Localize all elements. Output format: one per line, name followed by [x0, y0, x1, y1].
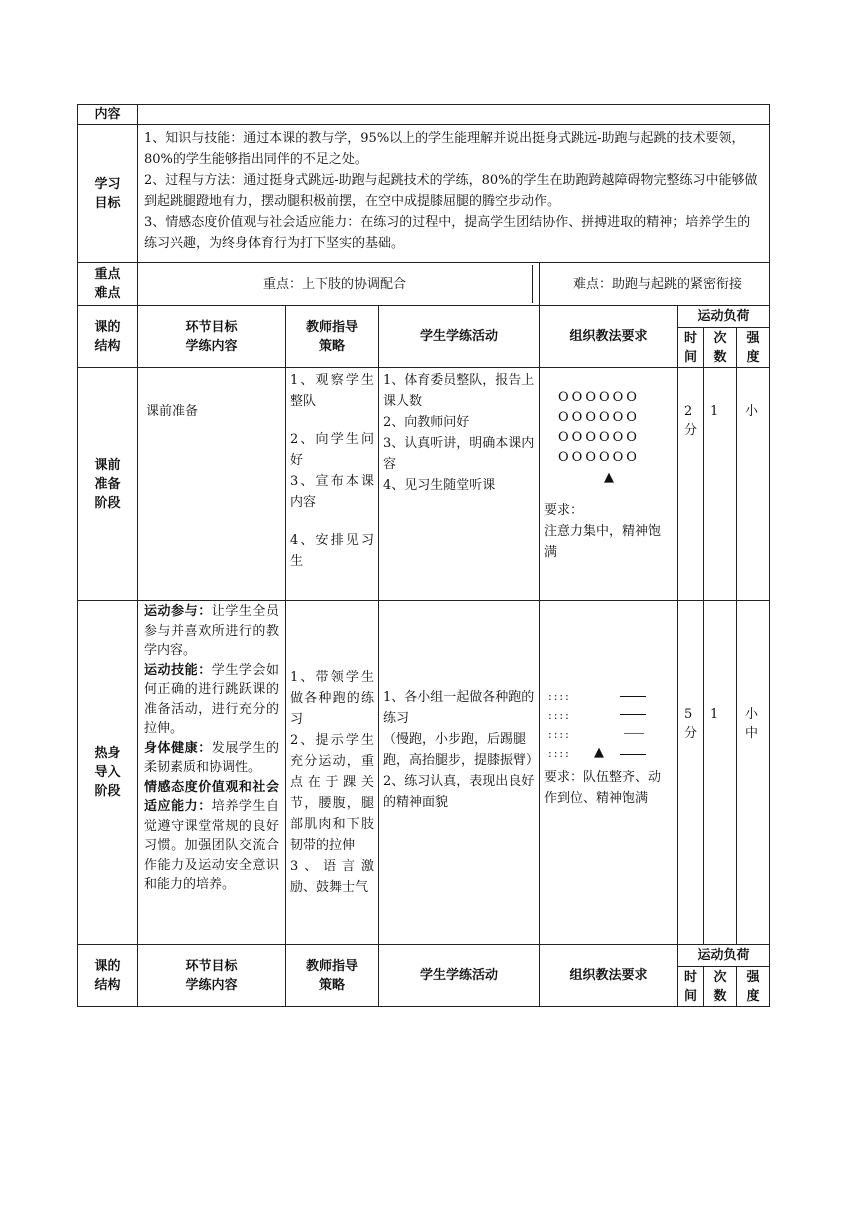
stage1-count: 1 — [704, 368, 737, 601]
dot-row: :::: — [548, 747, 571, 760]
student-step: 2、练习认真，表现出良好的精神面貌 — [383, 774, 535, 810]
stage2-student — [379, 601, 540, 945]
header-time: 时 间 — [678, 328, 704, 368]
objectives-text — [138, 125, 770, 263]
stage1-time: 2 分 — [678, 368, 704, 601]
header-org: 组织教法要求 — [540, 306, 678, 368]
teacher-step: 2、提示学生充分运动，重点在于踝关节，腰腹，腿部肌肉和下肢韧带的拉伸 — [290, 733, 374, 853]
header-goal-repeat: 环节目标 学练内容 — [138, 945, 286, 1007]
stage1-teacher — [286, 368, 379, 601]
lesson-plan-table — [77, 104, 770, 1007]
goal-item: 情感态度价值观和社会适应能力：培养学生自觉遵守课堂常规的良好习惯。加强团队交流合作能力及运动安全意识和能力的培养。 — [144, 779, 279, 892]
header-count-repeat: 次 数 — [704, 967, 737, 1007]
teacher-step: 4、安排见习生 — [290, 533, 374, 569]
requirement-text: 注意力集中，精神饱满 — [544, 524, 662, 560]
teacher-triangle-icon: ▲ — [604, 470, 617, 485]
stage2-count: 1 — [704, 601, 737, 945]
requirement-label: 要求： — [544, 503, 584, 518]
goal-item: 身体健康：发展学生的柔韧素质和协调性。 — [144, 740, 279, 775]
key-point-cell — [138, 263, 540, 306]
teacher-step: 1、观察学生整队 — [290, 373, 374, 409]
header-teacher: 教师指导 策略 — [286, 306, 379, 368]
header-student-repeat: 学生学练活动 — [379, 945, 540, 1007]
stage1-content: 课前准备 — [138, 368, 286, 601]
stage1-intensity: 小 — [737, 368, 770, 601]
header-count: 次 数 — [704, 328, 737, 368]
stage1-student — [379, 368, 540, 601]
header-teacher-repeat: 教师指导 策略 — [286, 945, 379, 1007]
difficulty-cell — [540, 263, 770, 306]
stage2-time: 5 分 — [678, 601, 704, 945]
stage2-goals — [138, 601, 286, 945]
lane-line — [620, 714, 646, 715]
stage2-teacher — [286, 601, 379, 945]
lane-line — [620, 696, 646, 697]
stage1-name: 课前 准备 阶段 — [78, 368, 138, 601]
goal-item: 运动参与：让学生全员参与并喜欢所进行的教学内容。 — [144, 604, 279, 658]
student-step: 4、见习生随堂听课 — [383, 478, 496, 493]
lane-line — [624, 733, 644, 734]
student-step: （慢跑，小步跑，后踢腿跑，高抬腿步，提膝振臂） — [383, 732, 540, 768]
goal-item: 运动技能：学生学会如何正确的进行跳跃课的准备活动，进行充分的拉伸。 — [144, 662, 279, 736]
dot-row: :::: — [548, 690, 571, 703]
teacher-step: 1、带领学生做各种跑的练习 — [290, 670, 374, 727]
student-formation: OOOOOO OOOOOO OOOOOO OOOOOO ▲ — [558, 388, 673, 488]
header-goal: 环节目标 学练内容 — [138, 306, 286, 368]
requirement-text: 要求：队伍整齐、动作到位、精神饱满 — [544, 770, 662, 806]
dot-row: :::: — [548, 728, 571, 741]
header-load: 运动负荷 — [678, 306, 770, 328]
teacher-step: 3、语言激励、鼓舞士气 — [290, 859, 374, 895]
student-step: 2、向教师问好 — [383, 415, 470, 430]
objective-item: 3、情感态度价值观与社会适应能力：在练习的过程中，提高学生团结协作、拼搏进取的精神；培养学生的练习兴趣，为终身体育行为打下坚实的基础。 — [144, 215, 751, 251]
content-cell — [138, 105, 770, 125]
objective-item: 1、知识与技能：通过本课的教与学，95%以上的学生能理解并说出挺身式跳远-助跑与起跳的技术要领，80%的学生能够指出同伴的不足之处。 — [144, 131, 745, 167]
stage1-org — [540, 368, 678, 601]
header-structure: 课的 结构 — [78, 306, 138, 368]
key-points-label: 重点 难点 — [78, 263, 138, 306]
dot-row: :::: — [548, 709, 571, 722]
header-org-repeat: 组织教法要求 — [540, 945, 678, 1007]
difficulty-text: 难点：助跑与起跳的紧密衔接 — [573, 276, 743, 292]
key-point-text: 重点：上下肢的协调配合 — [262, 276, 406, 292]
header-load-repeat: 运动负荷 — [678, 945, 770, 967]
teacher-step: 3、宣布本课内容 — [290, 474, 374, 510]
stage2-name: 热身 导入 阶段 — [78, 601, 138, 945]
teacher-step: 2、向学生问好 — [290, 432, 374, 468]
objectives-label: 学习 目标 — [78, 125, 138, 263]
stage2-intensity: 小 中 — [737, 601, 770, 945]
header-intensity: 强 度 — [737, 328, 770, 368]
header-time-repeat: 时 间 — [678, 967, 704, 1007]
warmup-formation — [544, 687, 673, 767]
content-label: 内容 — [78, 105, 138, 125]
lane-line — [620, 754, 646, 755]
student-step: 1、体育委员整队，报告上课人数 — [383, 373, 535, 409]
student-step: 3、认真听讲，明确本课内容 — [383, 436, 535, 472]
header-student: 学生学练活动 — [379, 306, 540, 368]
stage2-org — [540, 601, 678, 945]
objective-item: 2、过程与方法：通过挺身式跳远-助跑与起跳技术的学练，80%的学生在助跑跨越障碍物完整练习中能够做到起跳腿蹬地有力，摆动腿积极前摆，在空中成提膝屈腿的腾空步动作。 — [144, 173, 758, 209]
header-structure-repeat: 课的 结构 — [78, 945, 138, 1007]
teacher-triangle-icon: ▲ — [594, 745, 604, 760]
student-step: 1、各小组一起做各种跑的练习 — [383, 690, 535, 726]
header-intensity-repeat: 强 度 — [737, 967, 770, 1007]
